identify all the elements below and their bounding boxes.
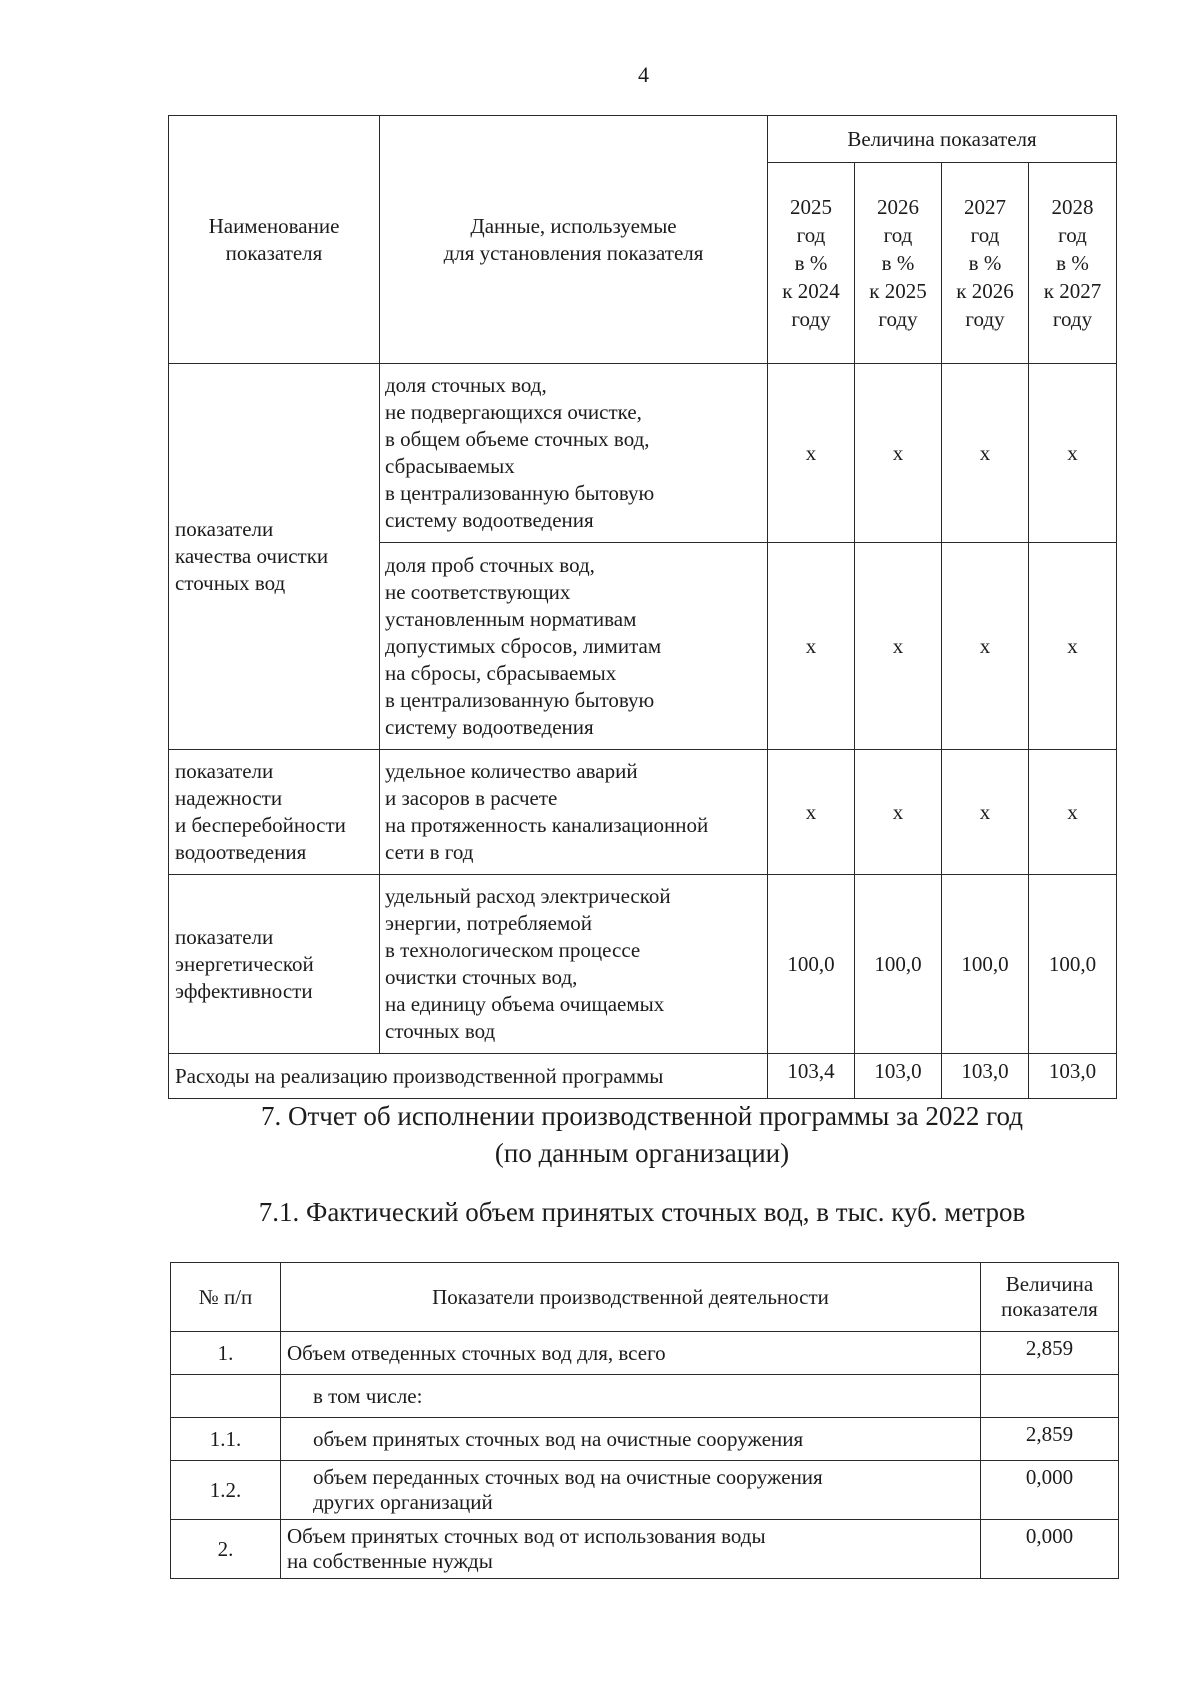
- expenses-value: 103,4: [768, 1054, 855, 1099]
- indicator-value: х: [1029, 750, 1117, 875]
- indicator-value: х: [768, 543, 855, 750]
- expenses-value: 103,0: [942, 1054, 1029, 1099]
- section-7-1-heading: 7.1. Фактический объем принятых сточных вод, в тыс. куб. метров: [258, 1197, 1026, 1227]
- row-text: Объем принятых сточных вод от использования воды на собственные нужды: [281, 1520, 981, 1579]
- row-text: в том числе:: [281, 1375, 981, 1418]
- row-value: 0,000: [981, 1461, 1119, 1520]
- indicator-name-energy: показатели энергетической эффективности: [169, 875, 380, 1054]
- header-indicator: Показатели производственной деятельности: [281, 1263, 981, 1332]
- section-7-title-line2: (по данным организации): [494, 1138, 790, 1168]
- indicator-name-quality: показатели качества очистки сточных вод: [169, 364, 380, 750]
- indicator-value: 100,0: [1029, 875, 1117, 1054]
- indicator-value: х: [942, 750, 1029, 875]
- header-indicator-name: Наименование показателя: [169, 116, 380, 364]
- indicator-value: х: [942, 364, 1029, 543]
- table-row-expenses: [169, 1054, 1117, 1099]
- report-table: [170, 1262, 1119, 1579]
- expenses-value: 103,0: [855, 1054, 942, 1099]
- header-year-2028: 2028 год в % к 2027 году: [1029, 163, 1117, 364]
- header-year-2025: 2025 год в % к 2024 году: [768, 163, 855, 364]
- indicator-data: удельный расход электрической энергии, потребляемой в технологическом процессе очистки сточных вод, на единицу объема очищаемых сточных вод: [380, 875, 768, 1054]
- indicator-value: х: [768, 364, 855, 543]
- indicator-value: х: [855, 543, 942, 750]
- table-row: [169, 364, 1117, 543]
- row-number: 1.: [171, 1332, 281, 1375]
- indicator-value: 100,0: [855, 875, 942, 1054]
- indicator-data: доля сточных вод, не подвергающихся очистке, в общем объеме сточных вод, сбрасываемых в централизованную бытовую систему водоотведения: [380, 364, 768, 543]
- page-number: 4: [638, 62, 649, 87]
- row-value: 2,859: [981, 1418, 1119, 1461]
- expenses-label: Расходы на реализацию производственной программы: [169, 1054, 768, 1099]
- row-text: объем переданных сточных вод на очистные сооружения других организаций: [281, 1461, 981, 1520]
- table-row: [169, 750, 1117, 875]
- header-year-2027: 2027 год в % к 2026 году: [942, 163, 1029, 364]
- row-number: 1.2.: [171, 1461, 281, 1520]
- expenses-value: 103,0: [1029, 1054, 1117, 1099]
- header-row-number: № п/п: [171, 1263, 281, 1332]
- section-7-title-line1: 7. Отчет об исполнении производственной программы за 2022 год: [260, 1101, 1024, 1131]
- table-row: [171, 1375, 1119, 1418]
- row-number: 1.1.: [171, 1418, 281, 1461]
- indicator-value: 100,0: [942, 875, 1029, 1054]
- table-row: [171, 1520, 1119, 1579]
- row-text: Объем отведенных сточных вод для, всего: [281, 1332, 981, 1375]
- row-value: [981, 1375, 1119, 1418]
- indicators-table: [168, 115, 1117, 1099]
- indicator-value: х: [1029, 543, 1117, 750]
- header-value-group: Величина показателя: [768, 116, 1117, 163]
- indicator-value: х: [942, 543, 1029, 750]
- row-value: 2,859: [981, 1332, 1119, 1375]
- row-number: [171, 1375, 281, 1418]
- header-year-2026: 2026 год в % к 2025 году: [855, 163, 942, 364]
- indicator-value: х: [768, 750, 855, 875]
- table-row: [171, 1332, 1119, 1375]
- indicator-name-reliability: показатели надежности и бесперебойности водоотведения: [169, 750, 380, 875]
- table-row: [169, 875, 1117, 1054]
- row-number: 2.: [171, 1520, 281, 1579]
- section-7-heading: [168, 1098, 1116, 1172]
- header-value: Величина показателя: [981, 1263, 1119, 1332]
- indicator-value: 100,0: [768, 875, 855, 1054]
- row-value: 0,000: [981, 1520, 1119, 1579]
- indicator-data: удельное количество аварий и засоров в расчете на протяженность канализационной сети в год: [380, 750, 768, 875]
- indicator-value: х: [855, 750, 942, 875]
- header-source-data: Данные, используемые для установления показателя: [380, 116, 768, 364]
- indicator-value: х: [1029, 364, 1117, 543]
- indicator-value: х: [855, 364, 942, 543]
- table-row: [171, 1461, 1119, 1520]
- indicator-data: доля проб сточных вод, не соответствующих установленным нормативам допустимых сбросов, лимитам на сбросы, сбрасываемых в централизованную бытовую систему водоотведения: [380, 543, 768, 750]
- table-row: [171, 1418, 1119, 1461]
- row-text: объем принятых сточных вод на очистные сооружения: [281, 1418, 981, 1461]
